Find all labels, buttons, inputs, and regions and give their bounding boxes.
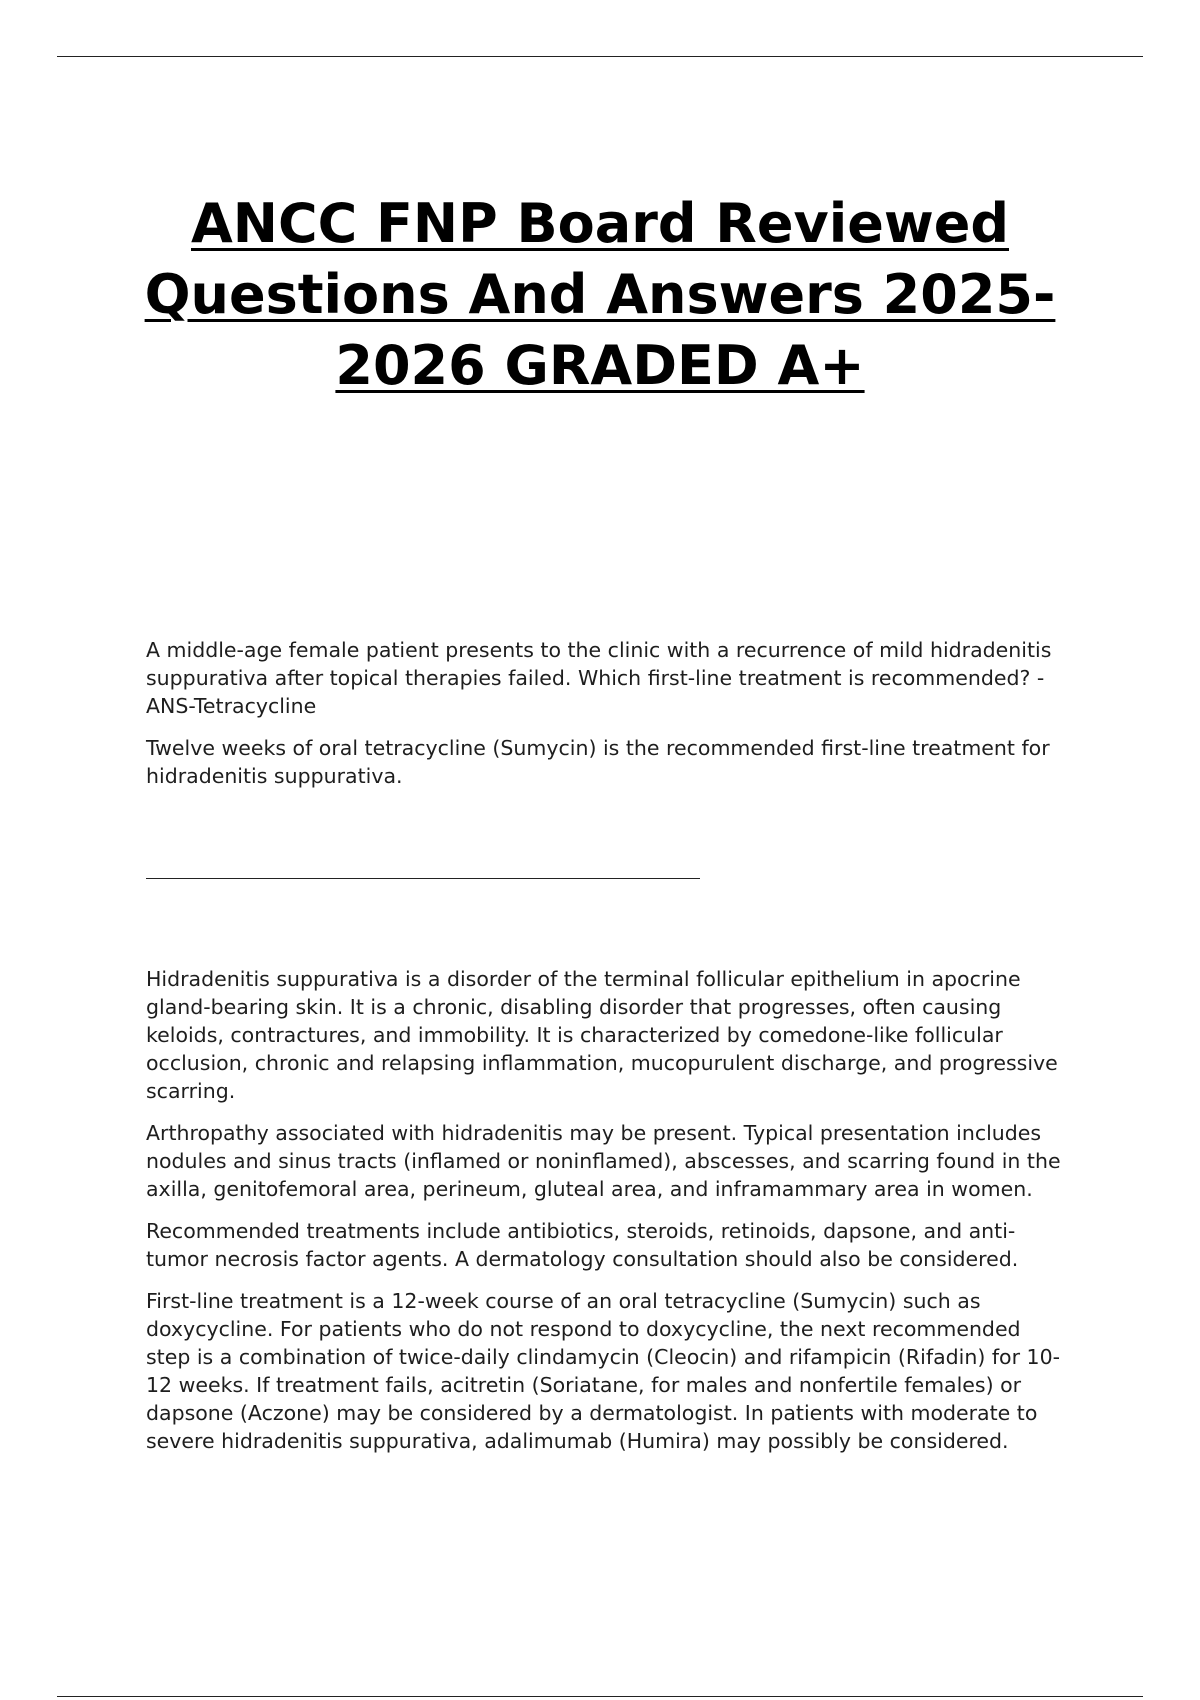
document-title: ANCC FNP Board Reviewed Questions And Answers 2025-2026 GRADED A+ xyxy=(144,192,1056,397)
explanation-paragraph: Recommended treatments include antibiotics, steroids, retinoids, dapsone, and anti-tumor necrosis factor agents. A dermatology consultation should also be considered. xyxy=(146,1219,1019,1271)
section-divider xyxy=(146,878,700,879)
explanation-paragraph: First-line treatment is a 12-week course of an oral tetracycline (Sumycin) such as doxycycline. For patients who do not respond to doxycycline, the next recommended step is a combination of twice-daily clindamycin (Cleocin) and rifampicin (Rifadin) for 10-12 weeks. If treatment fails, acitretin (Soriatane, for males and nonfertile females) or dapsone (Aczone) may be considered by a dermatologist. In patients with moderate to severe hidradenitis suppurativa, adalimumab (Humira) may possibly be considered. xyxy=(146,1289,1061,1453)
document-body xyxy=(146,636,1066,1469)
page-bottom-rule xyxy=(57,1696,1143,1697)
page-top-rule xyxy=(57,56,1143,57)
explanation-paragraph: Arthropathy associated with hidradenitis may be present. Typical presentation includes nodules and sinus tracts (inflamed or noninflamed), abscesses, and scarring found in the axilla, genitofemoral area, perineum, gluteal area, and inframammary area in women. xyxy=(146,1121,1061,1201)
question-text: A middle-age female patient presents to the clinic with a recurrence of mild hidradenitis suppurativa after topical therapies failed. Which first-line treatment is recommended? - ANS-Tetracycline xyxy=(146,638,1052,718)
explanation-paragraph: Hidradenitis suppurativa is a disorder of the terminal follicular epithelium in apocrine gland-bearing skin. It is a chronic, disabling disorder that progresses, often causing keloids, contractures, and immobility. It is characterized by comedone-like follicular occlusion, chronic and relapsing inflammation, mucopurulent discharge, and progressive scarring. xyxy=(146,967,1058,1103)
answer-summary: Twelve weeks of oral tetracycline (Sumycin) is the recommended first-line treatment for hidradenitis suppurativa. xyxy=(146,736,1050,788)
